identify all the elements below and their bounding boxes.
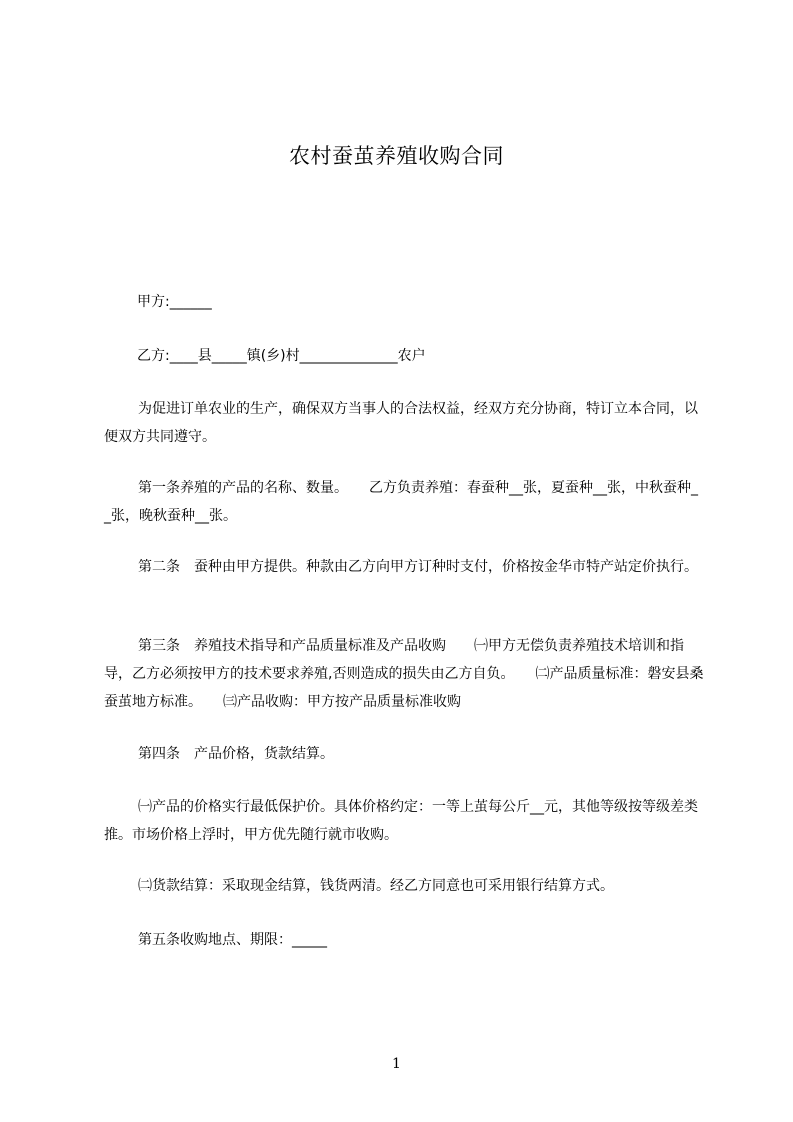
article-5-paragraph: 第五条收购地点、期限：_____ [138, 932, 327, 948]
preamble-paragraph: 为促进订单农业的生产，确保双方当事人的合法权益，经双方充分协商，特订立本合同，以便双方共同遵守。 [104, 401, 698, 445]
article-3-paragraph: 第三条 养殖技术指导和产品质量标准及产品收购 ㈠甲方无偿负责养殖技术培训和指导，乙方必须按甲方的技术要求养殖,否则造成的损失由乙方自负。 ㈡产品质量标准：磐安县桑蚕茧地方标准。 ㈢产品收购：甲方按产品质量标准收购 [104, 638, 704, 710]
page-number: 1 [392, 1056, 401, 1072]
article-4-item-1: ㈠产品的价格实行最低保护价。具体价格约定：一等上茧每公斤__元，其他等级按等级差类推。市场价格上浮时，甲方优先随行就市收购。 [104, 799, 698, 843]
party-b-line: 乙方:____县_____镇(乡)村______________农户 [137, 348, 426, 364]
article-4-heading: 第四条 产品价格，货款结算。 [138, 746, 334, 762]
article-2-paragraph: 第二条 蚕种由甲方提供。种款由乙方向甲方订种时支付，价格按金华市特产站定价执行。 [138, 559, 698, 575]
article-1-paragraph: 第一条养殖的产品的名称、数量。 乙方负责养殖：春蚕种__张，夏蚕种__张，中秋蚕种__张，晚秋蚕种__张。 [104, 480, 698, 524]
party-a-line: 甲方:______ [137, 294, 212, 310]
article-4-item-2: ㈡货款结算：采取现金结算，钱货两清。经乙方同意也可采用银行结算方式。 [138, 878, 614, 894]
document-title: 农村蚕茧养殖收购合同 [289, 144, 504, 168]
